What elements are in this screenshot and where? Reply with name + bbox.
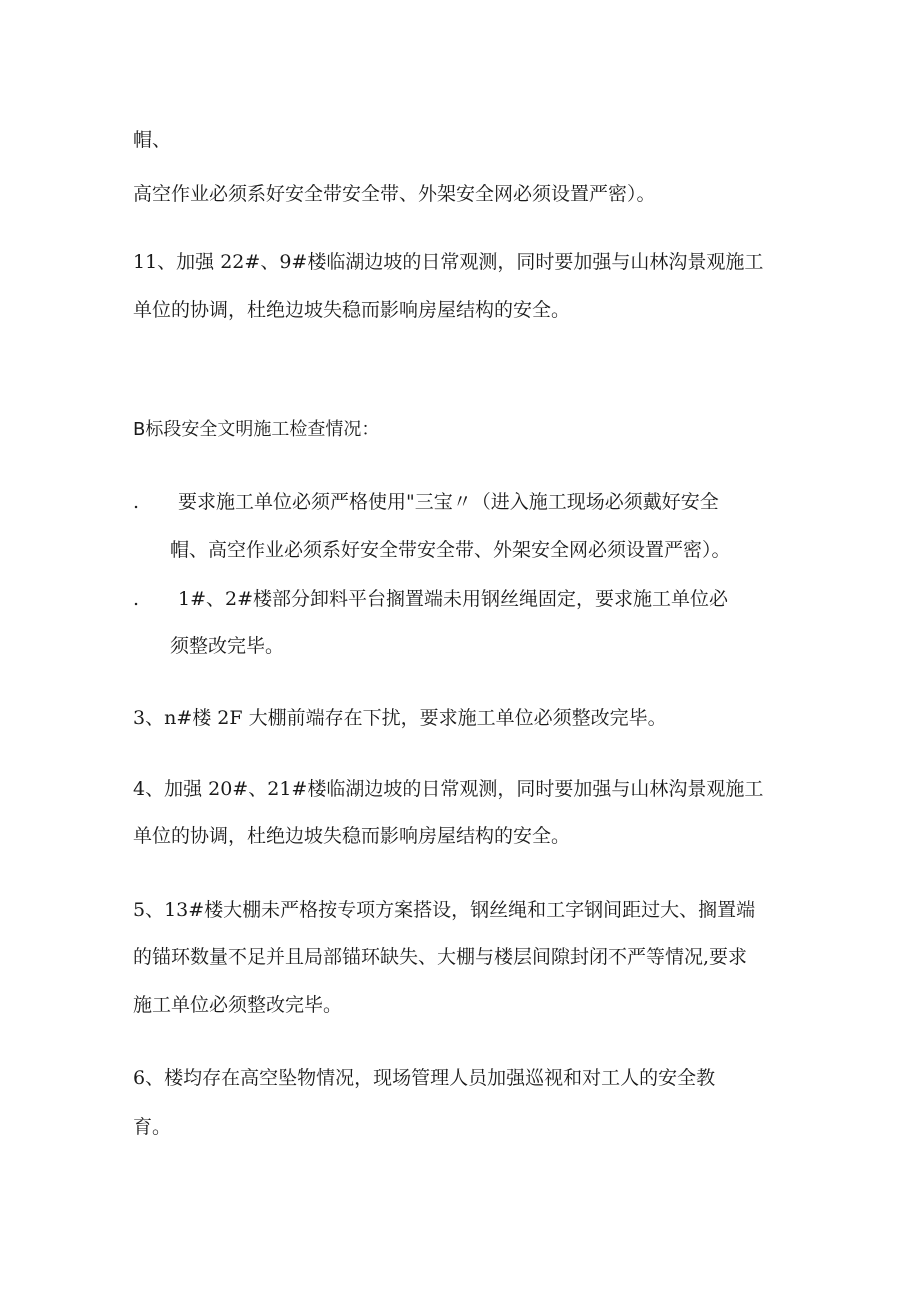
section-b-item-4-line-1: 4、加强 20#、21#楼临湖边坡的日常观测，同时要加强与山林沟景观施工: [133, 778, 764, 800]
section-b-item-2-bullet: .: [133, 588, 140, 610]
section-b-item-6-line-1: 6、楼均存在高空坠物情况，现场管理人员加强巡视和对工人的安全教: [133, 1067, 716, 1089]
section-b-item-5-line-1: 5、13#楼大棚未严格按专项方案搭设，钢丝绳和工字钢间距过大、搁置端: [133, 899, 756, 921]
section-b-heading: B标段安全文明施工检查情况：: [133, 419, 380, 440]
section-b-item-5-line-2: 的锚环数量不足并且局部锚环缺失、大棚与楼层间隙封闭不严等情况,要求: [133, 946, 748, 968]
section-b-item-4-line-2: 单位的协调，杜绝边坡失稳而影响房屋结构的安全。: [133, 825, 571, 847]
section-b-item-2-line-2: 须整改完毕。: [170, 635, 285, 657]
section-b-item-5-line-3: 施工单位必须整改完毕。: [133, 994, 343, 1016]
item-11-line-1: 11、加强 22#、9#楼临湖边坡的日常观测，同时要加强与山林沟景观施工: [133, 251, 764, 273]
prev-item-line-1: 帽、: [133, 129, 172, 151]
section-b-item-1-bullet: .: [133, 491, 140, 513]
section-b-item-1-line-1: 要求施工单位必须严格使用"三宝〃（进入施工现场必须戴好安全: [178, 491, 719, 513]
section-b-item-3-line-1: 3、n#楼 2F 大棚前端存在下扰，要求施工单位必须整改完毕。: [133, 707, 667, 729]
prev-item-line-2: 高空作业必须系好安全带安全带、外架安全网必须设置严密）。: [133, 183, 656, 205]
section-b-item-2-line-1: 1#、2#楼部分卸料平台搁置端未用钢丝绳固定，要求施工单位必: [178, 588, 729, 610]
section-b-item-6-line-2: 育。: [133, 1116, 172, 1138]
item-11-line-2: 单位的协调，杜绝边坡失稳而影响房屋结构的安全。: [133, 299, 571, 321]
section-b-item-1-line-2: 帽、高空作业必须系好安全带安全带、外架安全网必须设置严密）。: [170, 539, 731, 561]
